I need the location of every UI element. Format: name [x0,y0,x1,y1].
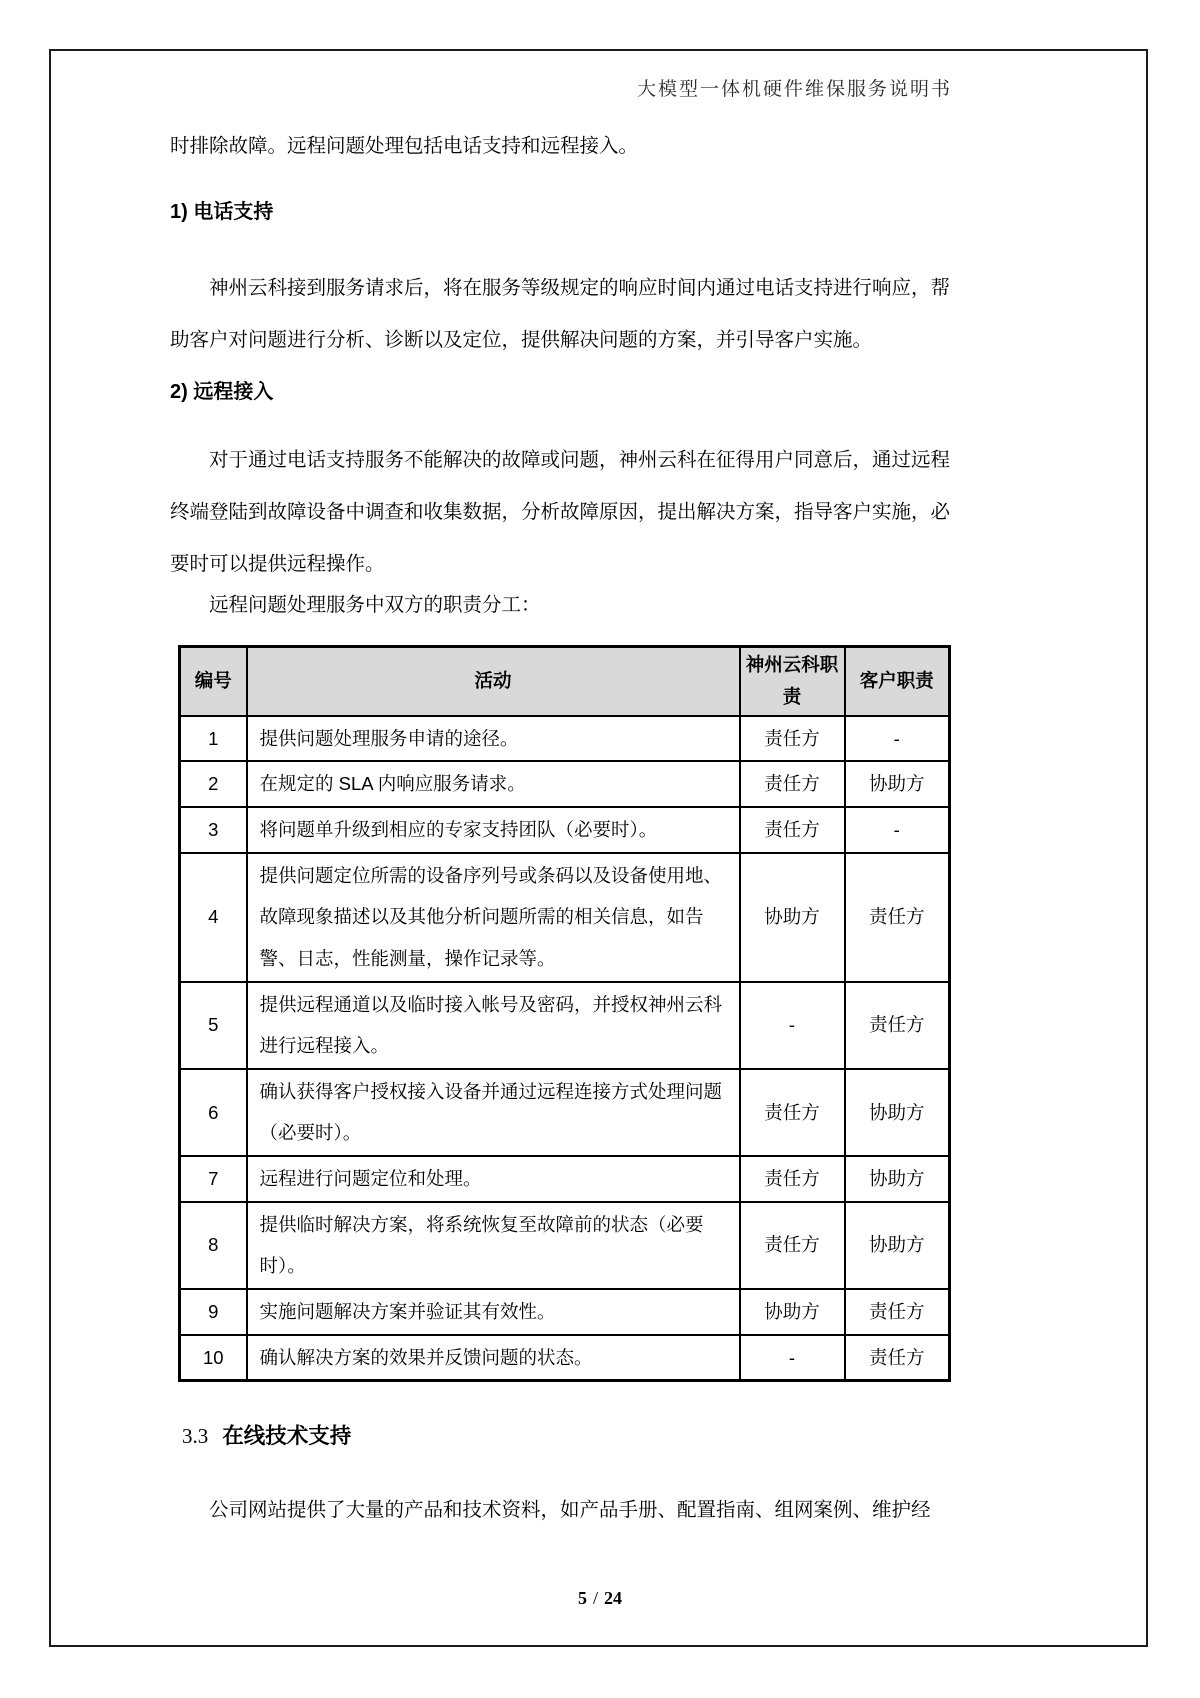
activity-cell: 将问题单升级到相应的专家支持团队（必要时）。 [247,807,740,853]
activity-cell: 实施问题解决方案并验证其有效性。 [247,1289,740,1335]
table-intro-line: 远程问题处理服务中双方的职责分工： [209,594,541,616]
header-cell-activity: 活动 [247,647,740,716]
header-cell-szyk-duty: 神州云科职责 [740,647,845,716]
activity-cell: 提供问题处理服务申请的途径。 [247,716,740,762]
szyk-duty-cell: 责任方 [740,1069,845,1156]
row-number-cell: 5 [180,982,247,1069]
section-heading-online-support [182,1422,351,1453]
section-title: 在线技术支持 [222,1424,352,1448]
activity-cell: 确认获得客户授权接入设备并通过远程连接方式处理问题（必要时）。 [247,1069,740,1156]
row-number-cell: 9 [180,1289,247,1335]
doc-header-title: 大模型一体机硬件维保服务说明书 [636,79,952,100]
section-number: 3.3 [182,1424,209,1448]
row-number-cell: 4 [180,853,247,982]
phone-support-paragraph: 神州云科接到服务请求后，将在服务等级规定的响应时间内通过电话支持进行响应，帮助客户对问题进行分析、诊断以及定位，提供解决问题的方案，并引导客户实施。 [170,277,951,351]
table-row [180,853,950,982]
table-row [180,807,950,853]
section-heading-remote-access: 2) 远程接入 [170,381,274,403]
responsibilities-table [178,645,951,1382]
activity-cell: 提供问题定位所需的设备序列号或条码以及设备使用地、故障现象描述以及其他分析问题所需的相关信息，如告警、日志，性能测量，操作记录等。 [247,853,740,982]
szyk-duty-cell: 责任方 [740,807,845,853]
szyk-duty-cell: 责任方 [740,761,845,807]
row-number-cell: 10 [180,1335,247,1381]
table-row [180,761,950,807]
szyk-duty-cell: - [740,982,845,1069]
szyk-duty-cell: 责任方 [740,716,845,762]
online-support-paragraph: 公司网站提供了大量的产品和技术资料，如产品手册、配置指南、组网案例、维护经 [209,1499,931,1521]
activity-cell: 在规定的 SLA 内响应服务请求。 [247,761,740,807]
activity-cell: 确认解决方案的效果并反馈问题的状态。 [247,1335,740,1381]
table-row [180,1335,950,1381]
szyk-duty-cell: 责任方 [740,1156,845,1202]
table-header-row [180,647,950,716]
activity-cell: 提供远程通道以及临时接入帐号及密码，并授权神州云科进行远程接入。 [247,982,740,1069]
customer-duty-cell: 协助方 [845,1069,950,1156]
responsibilities-table-wrap [178,645,951,1382]
customer-duty-cell: 责任方 [845,982,950,1069]
row-number-cell: 3 [180,807,247,853]
activity-cell: 远程进行问题定位和处理。 [247,1156,740,1202]
row-number-cell: 7 [180,1156,247,1202]
row-number-cell: 2 [180,761,247,807]
table-row [180,982,950,1069]
row-number-cell: 1 [180,716,247,762]
row-number-cell: 8 [180,1202,247,1289]
customer-duty-cell: 协助方 [845,761,950,807]
customer-duty-cell: 协助方 [845,1156,950,1202]
intro-paragraph: 时排除故障。远程问题处理包括电话支持和远程接入。 [170,135,639,157]
customer-duty-cell: 责任方 [845,853,950,982]
szyk-duty-cell: 责任方 [740,1202,845,1289]
table-row [180,1202,950,1289]
section-heading-phone-support: 1) 电话支持 [170,201,274,223]
customer-duty-cell: 责任方 [845,1335,950,1381]
activity-cell: 提供临时解决方案，将系统恢复至故障前的状态（必要时）。 [247,1202,740,1289]
customer-duty-cell: - [845,807,950,853]
table-body [180,716,950,1381]
table-row [180,1156,950,1202]
customer-duty-cell: - [845,716,950,762]
header-cell-customer-duty: 客户职责 [845,647,950,716]
header-cell-number: 编号 [180,647,247,716]
page-separator: / [592,1588,598,1608]
page-current: 5 [577,1588,587,1608]
szyk-duty-cell: - [740,1335,845,1381]
table-row [180,1069,950,1156]
customer-duty-cell: 协助方 [845,1202,950,1289]
szyk-duty-cell: 协助方 [740,1289,845,1335]
table-row [180,1289,950,1335]
row-number-cell: 6 [180,1069,247,1156]
customer-duty-cell: 责任方 [845,1289,950,1335]
table-row [180,716,950,762]
page-total: 24 [604,1588,622,1608]
page-number [0,1588,1200,1609]
remote-access-paragraph: 对于通过电话支持服务不能解决的故障或问题，神州云科在征得用户同意后，通过远程终端登陆到故障设备中调查和收集数据，分析故障原因，提出解决方案，指导客户实施，必要时可以提供远程操作。 [170,449,951,575]
szyk-duty-cell: 协助方 [740,853,845,982]
